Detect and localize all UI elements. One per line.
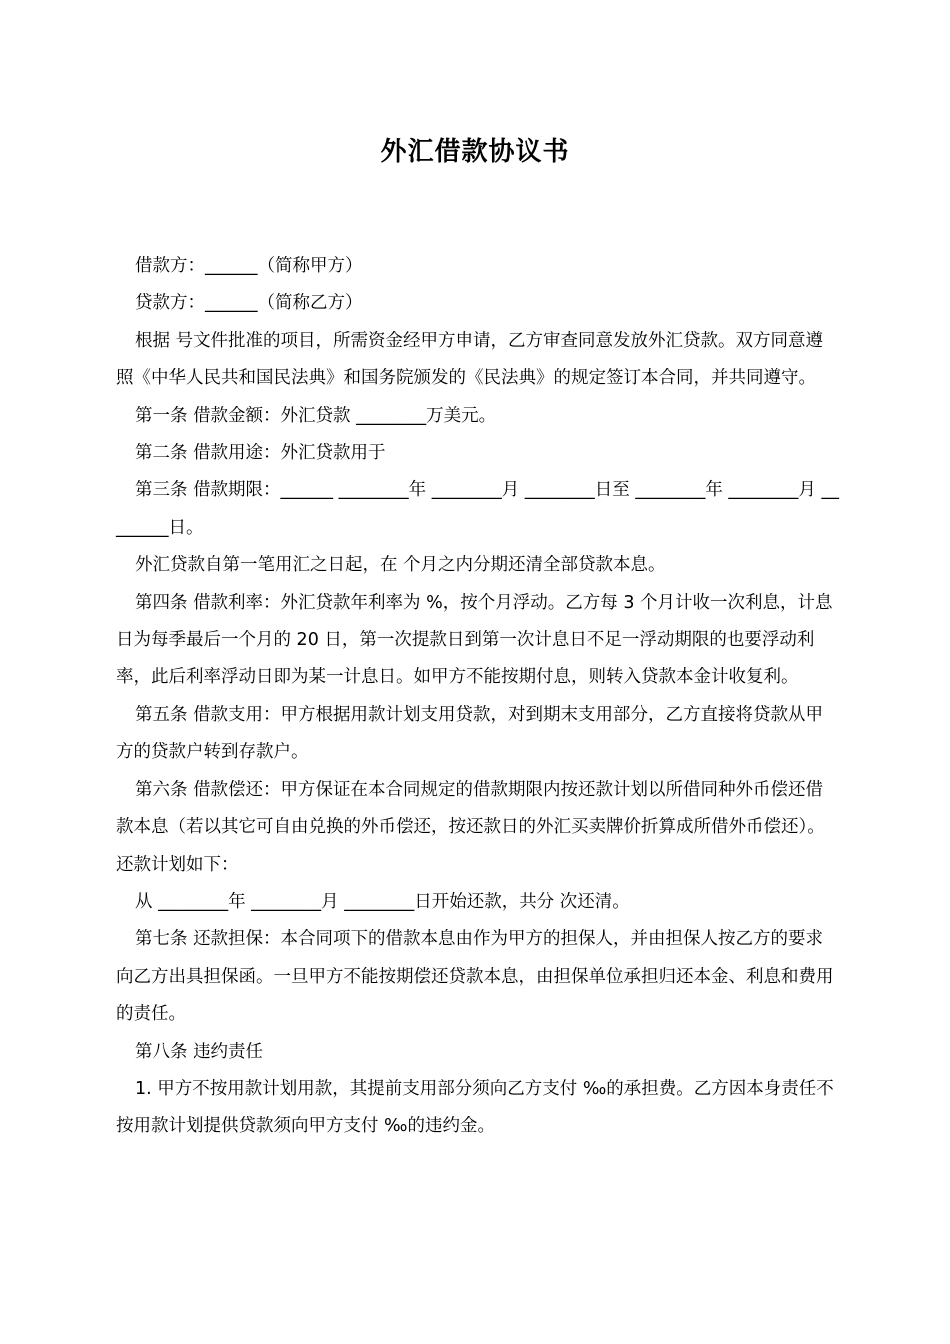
- repayment-period-paragraph: 外汇贷款自第一笔用汇之日起，在 个月之内分期还清全部贷款本息。: [135, 555, 666, 576]
- article-5-drawdown: 第五条 借款支用：甲方根据用款计划支用贷款，对到期末支用部分，乙方直接将贷款从甲方的贷款户转到存款户。: [116, 704, 824, 763]
- article-2-purpose: 第二条 借款用途：外汇贷款用于: [135, 443, 386, 464]
- document-body: [116, 248, 840, 1146]
- article-1-amount: 第一条 借款金额：外汇贷款 ________万美元。: [135, 405, 497, 426]
- article-3-term: 第三条 借款期限：______ ________年 ________月 ________日至 ________年 ________月 ________日。: [116, 480, 839, 538]
- article-6-repayment: 第六条 借款偿还：甲方保证在本合同规定的借款期限内按还款计划以所借同种外币偿还借款本息（若以其它可自由兑换的外币偿还，按还款日的外汇买卖牌价折算成所借外币偿还）。还款计划如下：: [116, 779, 825, 875]
- article-4-interest: 第四条 借款利率：外汇贷款年利率为 %，按个月浮动。乙方每 3 个月计收一次利息，计息日为每季最后一个月的 20 日，第一次提款日到第一次计息日不足一浮动期限的也要浮动利率，此后利率浮动日即为某一计息日。如甲方不能按期付息，则转入贷款本金计收复利。: [116, 592, 833, 688]
- borrower-line: 借款方：______（简称甲方）: [135, 256, 363, 276]
- repayment-schedule-line: 从 ________年 ________月 ________日开始还款，共分 次还清。: [135, 891, 630, 912]
- article-8-item-1: 1. 甲方不按用款计划用款，其提前支用部分须向乙方支付 ‰的承担费。乙方因本身责任不按用款计划提供贷款须向甲方支付 ‰的违约金。: [116, 1078, 834, 1137]
- preamble-paragraph: 根据 号文件批准的项目，所需资金经甲方申请，乙方审查同意发放外汇贷款。双方同意遵照《中华人民共和国民法典》和国务院颁发的《民法典》的规定签订本合同，并共同遵守。: [116, 330, 824, 389]
- article-7-guarantee: 第七条 还款担保：本合同项下的借款本息由作为甲方的担保人，并由担保人按乙方的要求向乙方出具担保函。一旦甲方不能按期偿还贷款本息，由担保单位承担归还本金、利息和费用的责任。: [116, 929, 834, 1025]
- lender-line: 贷款方：______（简称乙方）: [135, 293, 363, 314]
- article-8-heading: 第八条 违约责任: [135, 1041, 264, 1062]
- document-title: 外汇借款协议书: [380, 137, 570, 167]
